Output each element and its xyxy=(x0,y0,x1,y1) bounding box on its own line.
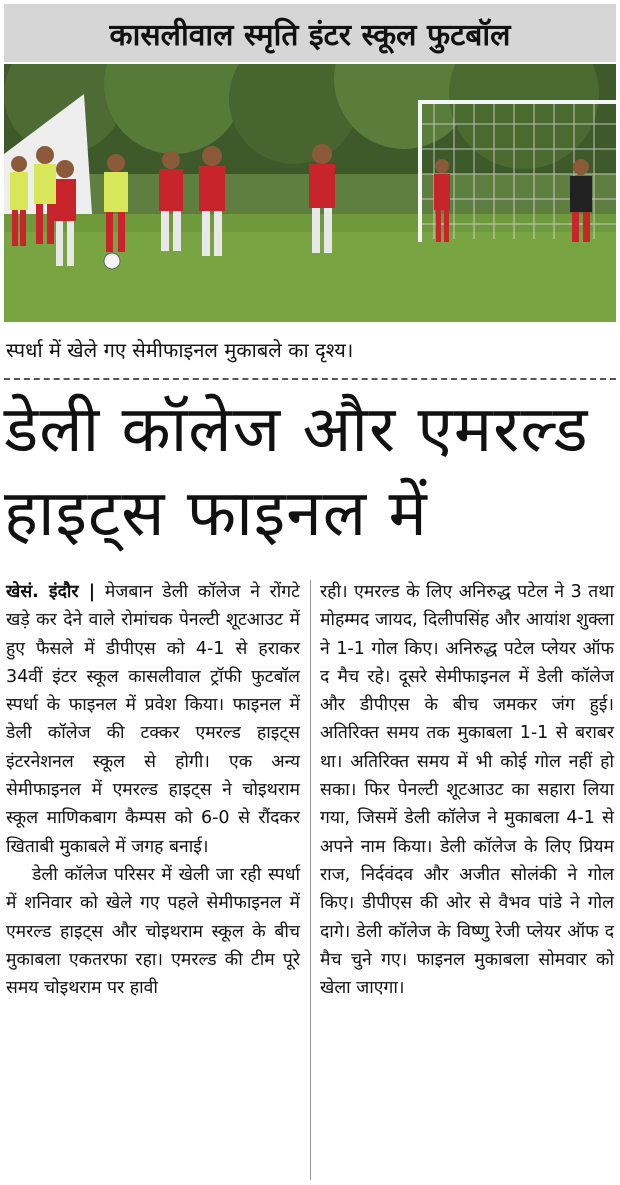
article-paragraph-1 xyxy=(6,578,300,861)
photo-caption: स्पर्धा में खेले गए सेमीफाइनल मुकाबले का दृश्य। xyxy=(6,338,354,362)
headline-line-1: डेली कॉलेज और एमरल्ड xyxy=(4,393,589,467)
section-kicker: कासलीवाल स्मृति इंटर स्कूल फुटबॉल xyxy=(4,4,616,62)
article-column-2: रही। एमरल्ड के लिए अनिरुद्ध पटेल ने 3 तथा मोहम्मद जायद, दिलीपसिंह और आयांश शुक्ला ने 1-1 गोल किए। अनिरुद्ध पटेल प्लेयर ऑफ द मैच रहे। दूसरे सेमीफाइनल में डेली कॉलेज और डीपीएस के बीच जमकर जंग हुई। अतिरिक्त समय तक मुकाबला 1-1 से बराबर था। अतिरिक्त समय में भी कोई गोल नहीं हो सका। फिर पेनल्टी शूटआउट का सहारा लिया गया, जिसमें डेली कॉलेज ने मुकाबला 4-1 से अपने नाम किया। डेली कॉलेज के लिए प्रियम राज, निर्दवंदव और अजीत सोलंकी ने गोल किए। डीपीएस की ओर से वैभव पांडे ने गोल दागे। डेली कॉलेज के विष्णु रेजी प्लेयर ऑफ द मैच चुने गए। फाइनल मुकाबला सोमवार को खेला जाएगा। xyxy=(320,582,614,999)
column-divider xyxy=(310,580,311,1180)
caption-divider xyxy=(4,378,616,380)
match-photo xyxy=(4,64,616,322)
article-column-1 xyxy=(6,578,300,1002)
article-paragraph-1-text: मेजबान डेली कॉलेज ने रोंगटे खड़े कर देने वाले रोमांचक पेनल्टी शूटआउट में हुए फैसले में डीपीएस को 4-1 से हराकर 34वीं इंटर स्कूल कासलीवाल ट्रॉफी फुटबॉल स्पर्धा के फाइनल में प्रवेश किया। फाइनल में डेली कॉलेज की टक्कर एमरल्ड हाइट्स इंटरनेशनल स्कूल से होगी। एक अन्य सेमीफाइनल में एमरल्ड हाइट्स ने चोइथराम स्कूल माणिकबाग कैम्पस को 6-0 से रौंदकर खिताबी मुकाबले में जगह बनाई। xyxy=(6,582,300,857)
article-paragraph-2: डेली कॉलेज परिसर में खेली जा रही स्पर्धा में शनिवार को खेले गए पहले सेमीफाइनल में एमरल्ड हाइट्स और चोइथराम स्कूल के बीच मुकाबला एकतरफा रहा। एमरल्ड की टीम पूरे समय चोइथराम पर हावी xyxy=(6,864,300,999)
dateline: खेसं. इंदौर | xyxy=(6,582,96,602)
headline-line-2: हाइट्स फाइनल में xyxy=(4,477,428,551)
headline xyxy=(4,388,616,556)
